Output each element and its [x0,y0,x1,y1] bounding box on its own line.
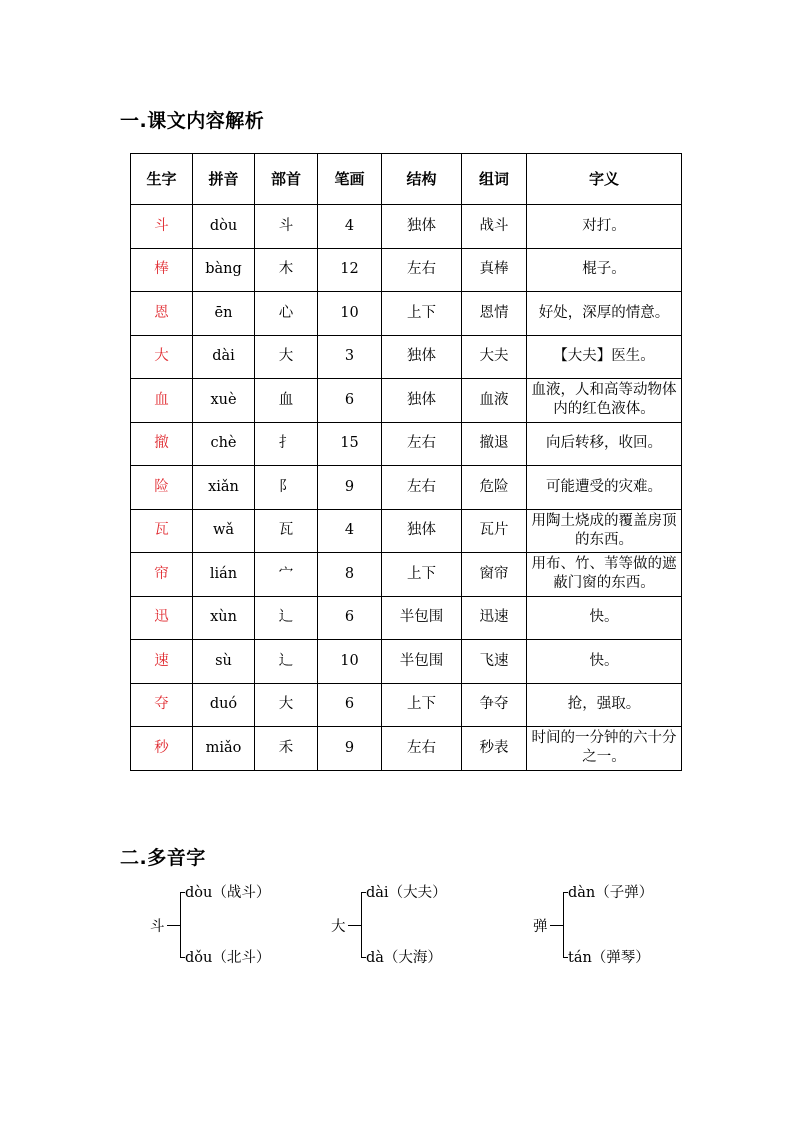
header-cell: 结构 [382,154,462,205]
meaning-cell: 可能遭受的灾难。 [527,466,682,510]
strokes-cell: 8 [318,553,382,597]
word-cell: 战斗 [462,205,527,249]
table-row [131,466,682,510]
vocabulary-table [130,153,682,771]
structure-cell: 独体 [382,509,462,553]
radical-cell: 血 [255,379,318,423]
word-cell: 秒表 [462,727,527,771]
table-row [131,596,682,640]
polyphone-char: 大 [331,919,346,935]
radical-cell: 辶 [255,596,318,640]
structure-cell: 左右 [382,466,462,510]
word-cell: 瓦片 [462,509,527,553]
meaning-cell: 棍子。 [527,248,682,292]
table-row [131,335,682,379]
radical-cell: 大 [255,683,318,727]
bracket-spine [180,892,181,958]
pinyin-cell: chè [193,422,255,466]
pinyin-cell: miǎo [193,727,255,771]
table-row [131,379,682,423]
pinyin-cell: duó [193,683,255,727]
structure-cell: 半包围 [382,640,462,684]
pinyin-cell: dài [193,335,255,379]
char-cell: 棒 [131,248,193,292]
strokes-cell: 9 [318,727,382,771]
meaning-cell: 向后转移，收回。 [527,422,682,466]
strokes-cell: 10 [318,640,382,684]
polyphone-char: 斗 [150,919,165,935]
strokes-cell: 15 [318,422,382,466]
pinyin-cell: xùn [193,596,255,640]
pinyin-cell: wǎ [193,509,255,553]
bracket-stem [167,925,180,926]
word-cell: 危险 [462,466,527,510]
header-cell: 字义 [527,154,682,205]
radical-cell: 心 [255,292,318,336]
meaning-cell: 抢，强取。 [527,683,682,727]
char-cell: 斗 [131,205,193,249]
structure-cell: 上下 [382,553,462,597]
bracket-spine [563,892,564,958]
strokes-cell: 10 [318,292,382,336]
polyphone-reading-1: dài（大夫） [366,885,447,901]
word-cell: 真棒 [462,248,527,292]
pinyin-cell: bàng [193,248,255,292]
strokes-cell: 6 [318,379,382,423]
word-cell: 争夺 [462,683,527,727]
polyphone-group [533,879,703,969]
header-cell: 部首 [255,154,318,205]
radical-cell: 斗 [255,205,318,249]
meaning-cell: 用陶土烧成的覆盖房顶的东西。 [527,509,682,553]
structure-cell: 左右 [382,248,462,292]
word-cell: 恩情 [462,292,527,336]
word-cell: 迅速 [462,596,527,640]
char-cell: 速 [131,640,193,684]
polyphone-reading-1: dòu（战斗） [185,885,271,901]
header-cell: 组词 [462,154,527,205]
table-row [131,509,682,553]
table-row [131,205,682,249]
pinyin-cell: dòu [193,205,255,249]
strokes-cell: 12 [318,248,382,292]
table-row [131,640,682,684]
word-cell: 撤退 [462,422,527,466]
radical-cell: 宀 [255,553,318,597]
char-cell: 恩 [131,292,193,336]
char-cell: 瓦 [131,509,193,553]
header-cell: 生字 [131,154,193,205]
bracket-spine [361,892,362,958]
pinyin-cell: sù [193,640,255,684]
meaning-cell: 好处，深厚的情意。 [527,292,682,336]
structure-cell: 独体 [382,379,462,423]
table-header-row [131,154,682,205]
word-cell: 窗帘 [462,553,527,597]
polyphone-group [150,879,320,969]
pinyin-cell: xiǎn [193,466,255,510]
char-cell: 帘 [131,553,193,597]
strokes-cell: 6 [318,596,382,640]
radical-cell: 扌 [255,422,318,466]
strokes-cell: 6 [318,683,382,727]
table-row [131,292,682,336]
header-cell: 笔画 [318,154,382,205]
char-cell: 夺 [131,683,193,727]
meaning-cell: 快。 [527,640,682,684]
char-cell: 险 [131,466,193,510]
strokes-cell: 4 [318,205,382,249]
word-cell: 血液 [462,379,527,423]
char-cell: 撤 [131,422,193,466]
table-row [131,248,682,292]
radical-cell: 辶 [255,640,318,684]
structure-cell: 上下 [382,683,462,727]
meaning-cell: 时间的一分钟的六十分之一。 [527,727,682,771]
radical-cell: 大 [255,335,318,379]
char-cell: 秒 [131,727,193,771]
pinyin-cell: ēn [193,292,255,336]
meaning-cell: 血液，人和高等动物体内的红色液体。 [527,379,682,423]
header-cell: 拼音 [193,154,255,205]
meaning-cell: 对打。 [527,205,682,249]
polyphone-reading-1: dàn（子弹） [568,885,654,901]
section-title-polyphones: 二.多音字 [120,847,206,869]
char-cell: 血 [131,379,193,423]
table-row [131,422,682,466]
polyphone-reading-2: tán（弹琴） [568,950,650,966]
strokes-cell: 9 [318,466,382,510]
meaning-cell: 快。 [527,596,682,640]
pinyin-cell: lián [193,553,255,597]
meaning-cell: 【大夫】医生。 [527,335,682,379]
meaning-cell: 用布、竹、苇等做的遮蔽门窗的东西。 [527,553,682,597]
char-cell: 迅 [131,596,193,640]
radical-cell: 禾 [255,727,318,771]
polyphone-reading-2: dǒu（北斗） [185,950,271,966]
table-row [131,553,682,597]
table-row [131,727,682,771]
radical-cell: 阝 [255,466,318,510]
word-cell: 飞速 [462,640,527,684]
radical-cell: 木 [255,248,318,292]
strokes-cell: 3 [318,335,382,379]
structure-cell: 左右 [382,727,462,771]
bracket-stem [348,925,361,926]
polyphone-reading-2: dà（大海） [366,950,442,966]
polyphone-char: 弹 [533,919,548,935]
structure-cell: 独体 [382,205,462,249]
structure-cell: 左右 [382,422,462,466]
structure-cell: 独体 [382,335,462,379]
radical-cell: 瓦 [255,509,318,553]
strokes-cell: 4 [318,509,382,553]
section-title-analysis: 一.课文内容解析 [120,110,265,132]
table-row [131,683,682,727]
pinyin-cell: xuè [193,379,255,423]
char-cell: 大 [131,335,193,379]
bracket-stem [550,925,563,926]
word-cell: 大夫 [462,335,527,379]
structure-cell: 上下 [382,292,462,336]
structure-cell: 半包围 [382,596,462,640]
polyphone-group [331,879,501,969]
